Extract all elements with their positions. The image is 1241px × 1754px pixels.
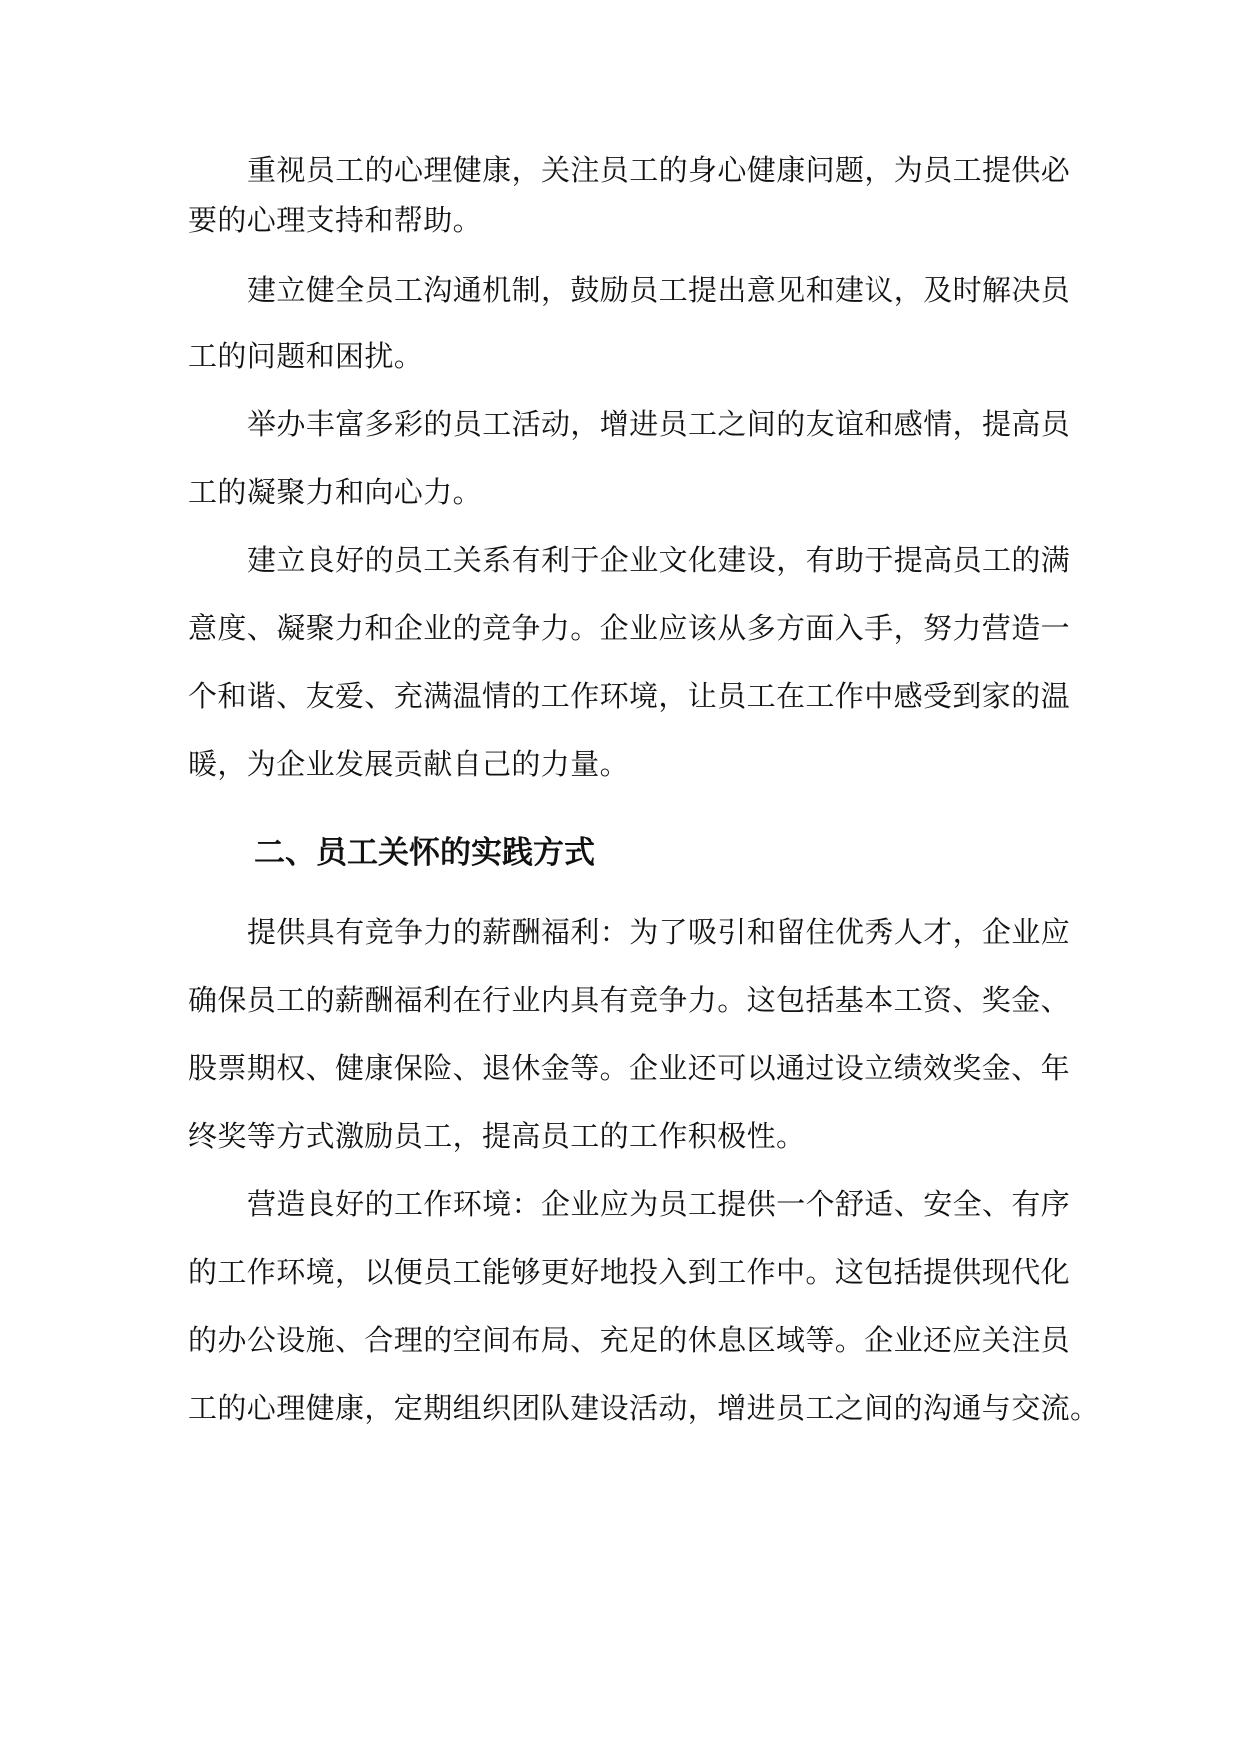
section-paragraph-2-line-3: 的办公设施、合理的空间布局、充足的休息区域等。企业还应关注员 (188, 1323, 1071, 1357)
section-paragraph-1-line-1: 提供具有竞争力的薪酬福利：为了吸引和留住优秀人才，企业应 (247, 915, 1071, 949)
paragraph-4-line-4: 暖，为企业发展贡献自己的力量。 (188, 747, 630, 781)
section-paragraph-2-line-2: 的工作环境，以便员工能够更好地投入到工作中。这包括提供现代化 (188, 1255, 1071, 1289)
paragraph-2-line-2: 工的问题和困扰。 (188, 339, 424, 373)
paragraph-4-line-2: 意度、凝聚力和企业的竞争力。企业应该从多方面入手，努力营造一 (188, 611, 1071, 645)
paragraph-3-line-2: 工的凝聚力和向心力。 (188, 475, 483, 509)
section-paragraph-1-line-3: 股票期权、健康保险、退休金等。企业还可以通过设立绩效奖金、年 (188, 1051, 1071, 1085)
section-paragraph-1-line-2: 确保员工的薪酬福利在行业内具有竞争力。这包括基本工资、奖金、 (188, 983, 1071, 1017)
paragraph-4-line-3: 个和谐、友爱、充满温情的工作环境，让员工在工作中感受到家的温 (188, 679, 1071, 713)
paragraph-3-line-1: 举办丰富多彩的员工活动，增进员工之间的友谊和感情，提高员 (247, 407, 1071, 441)
paragraph-1-line-1: 重视员工的心理健康，关注员工的身心健康问题，为员工提供必 (247, 153, 1071, 187)
paragraph-1-line-2: 要的心理支持和帮助。 (188, 203, 483, 237)
section-paragraph-2-line-4: 工的心理健康，定期组织团队建设活动，增进员工之间的沟通与交流。 (188, 1391, 1100, 1425)
paragraph-2-line-1: 建立健全员工沟通机制，鼓励员工提出意见和建议，及时解决员 (247, 273, 1071, 307)
paragraph-4-line-1: 建立良好的员工关系有利于企业文化建设，有助于提高员工的满 (247, 543, 1071, 577)
section-paragraph-1-line-4: 终奖等方式激励员工，提高员工的工作积极性。 (188, 1119, 806, 1153)
section-heading: 二、员工关怀的实践方式 (254, 835, 595, 871)
section-paragraph-2-line-1: 营造良好的工作环境：企业应为员工提供一个舒适、安全、有序 (247, 1187, 1071, 1221)
